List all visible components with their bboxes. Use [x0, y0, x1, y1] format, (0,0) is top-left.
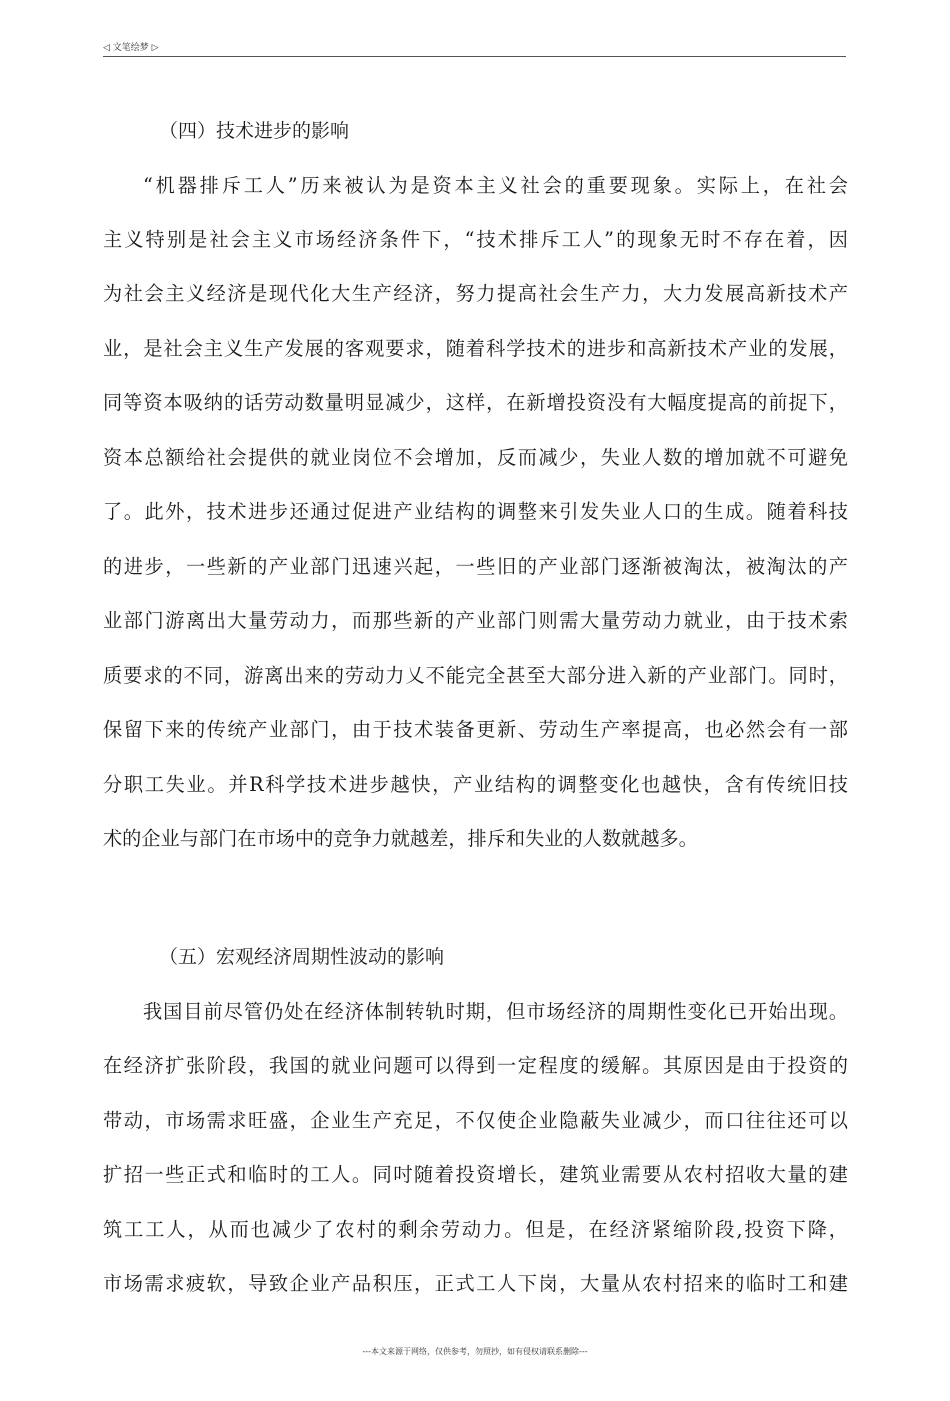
paragraph-line: 术的企业与部门在市场中的竞争力就越差，排斥和失业的人数就越多。: [103, 827, 698, 850]
page-header: [103, 38, 846, 57]
paragraph-line: 市场需求疲软，导致企业产品积压，正式工人下岗，大量从农村招来的临时工和建: [103, 1272, 848, 1295]
section-5-heading: （五）宏观经济周期性波动的影响: [159, 946, 445, 968]
page-footer: ---本文来源于网络，仅供参考，勿照抄，如有侵权请联系删除---: [362, 1347, 588, 1356]
paragraph-line: 业，是社会主义生产发展的客观要求，随着科学技术的进步和高新技术产业的发展，: [103, 337, 848, 360]
paragraph-line: 了。此外，技术进步还通过促进产业结构的调整来引发失业人口的生成。随着科技: [103, 500, 848, 523]
paragraph-line: 质要求的不同，游离出来的劳动力乂不能完全甚至大部分进入新的产业部门。同时，: [103, 664, 848, 687]
paragraph-line: 资本总额给社会提供的就业岗位不会增加，反而减少，失业人数的增加就不可避免: [103, 446, 848, 469]
paragraph-line: 分职工失业。并R科学技术进步越快，产业结构的调整变化也越快，含有传统旧技: [103, 773, 848, 796]
paragraph-line: 同等资本吸纳的话劳动数量明显减少，这样，在新增投资没有大幅度提高的前捉下，: [103, 391, 848, 414]
paragraph-line: 我国目前尽管仍处在经济体制转轨时期，但市场经济的周期性变化已开始出现。: [143, 1000, 848, 1023]
paragraph-line: 业部门游离出大量劳动力，而那些新的产业部门则需大量劳动力就业，由于技术索: [103, 609, 848, 632]
header-text: ◁ 文笔绘梦 ▷: [103, 43, 159, 53]
paragraph-line: 的进步，一些新的产业部门迅速兴起，一些旧的产业部门逐渐被淘汰，被淘汰的产: [103, 555, 848, 578]
paragraph-line: 为社会主义经济是现代化大生产经济，努力提高社会生产力，大力发展高新技术产: [103, 282, 848, 305]
paragraph-line: 在经济扩张阶段，我国的就业问题可以得到一定程度的缓解。其原因是由于投资的: [103, 1054, 848, 1077]
paragraph-line: 扩招一些正式和临时的工人。同吋随着投资增长，建筑业需要从农村招收大量的建: [103, 1163, 848, 1186]
paragraph-line: 筑工工人，从而也减少了农村的剩余劳动力。但是，在经济紧缩阶段,投资下降，: [103, 1218, 848, 1241]
paragraph-line: 保留下来的传统产业部门，由于技术装备更新、劳动生产率提高，也必然会有一部: [103, 718, 848, 741]
paragraph-line: “机器排斥工人”历来被认为是资本主义社会的重要现象。实际上，在社会: [143, 174, 848, 197]
paragraph-line: 带动，市场需求旺盛，企业生产充足，不仅使企业隐蔽失业减少，而口往往还可以: [103, 1109, 848, 1132]
paragraph-line: 主义特别是社会主义市场经济条件下，“技术排斥工人”的现象无时不存在着，因: [103, 228, 848, 251]
section-4-heading: （四）技术进步的影响: [159, 120, 350, 142]
